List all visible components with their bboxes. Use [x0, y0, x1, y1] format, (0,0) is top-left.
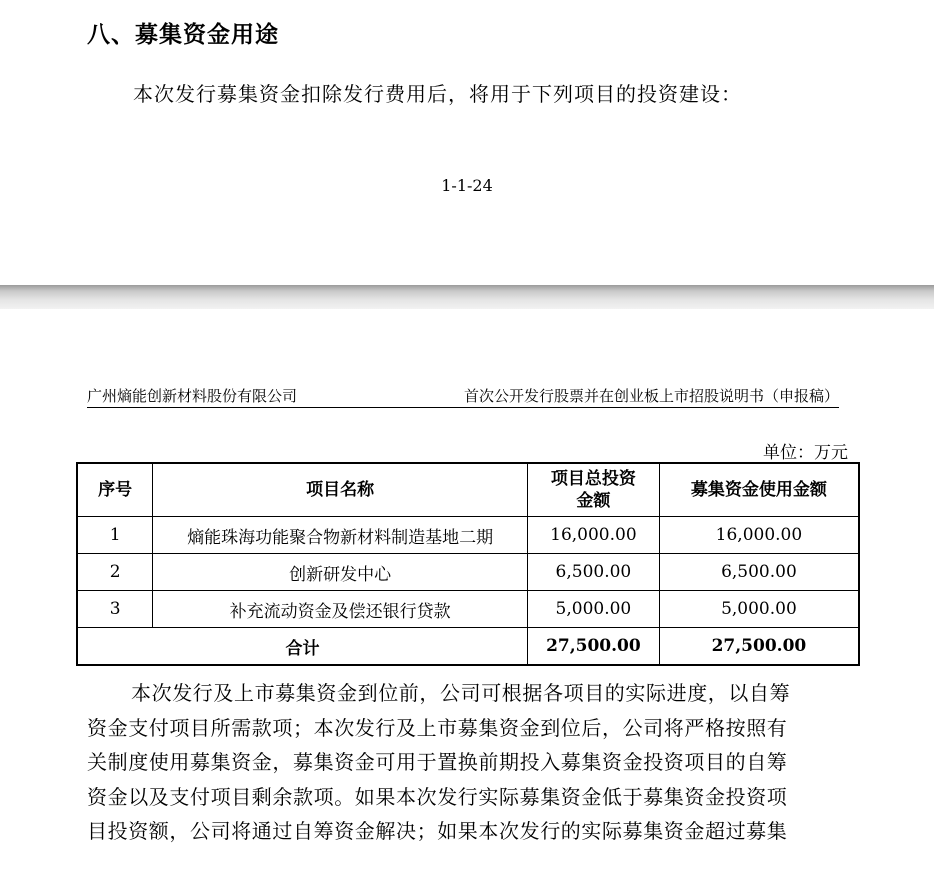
cell-total-investment: 16,000.00	[527, 517, 659, 554]
table-header-row	[77, 463, 859, 517]
header-project-name: 项目名称	[153, 463, 528, 517]
paragraph-line: 目投资额，公司将通过自筹资金解决；如果本次发行的实际募集资金超过募集	[87, 819, 788, 843]
cell-total-investment: 6,500.00	[527, 554, 659, 591]
cell-serial: 2	[77, 554, 153, 591]
header-total-investment: 项目总投资 金额	[527, 463, 659, 517]
header-document-title: 首次公开发行股票并在创业板上市招股说明书（申报稿）	[463, 387, 839, 405]
page-separator	[0, 285, 934, 309]
paragraph-line: 关制度使用募集资金，募集资金可用于置换前期投入募集资金投资项目的自筹	[87, 750, 788, 774]
cell-total-label: 合计	[77, 628, 527, 666]
cell-serial: 3	[77, 591, 153, 628]
body-paragraph	[87, 676, 857, 849]
table-row	[77, 517, 859, 554]
cell-project-name: 补充流动资金及偿还银行贷款	[153, 591, 528, 628]
cell-project-name: 熵能珠海功能聚合物新材料制造基地二期	[153, 517, 528, 554]
cell-total-investment: 5,000.00	[527, 591, 659, 628]
cell-fund-amount: 5,000.00	[659, 591, 859, 628]
cell-fund-amount: 6,500.00	[659, 554, 859, 591]
running-header	[87, 385, 839, 408]
paragraph-line: 资金支付项目所需款项；本次发行及上市募集资金到位后，公司将严格按照有	[87, 715, 788, 740]
cell-fund-amount: 16,000.00	[659, 517, 859, 554]
table-row	[77, 554, 859, 591]
cell-total-fund-sum: 27,500.00	[659, 628, 859, 666]
table-row	[77, 591, 859, 628]
section-title: 八、募集资金用途	[87, 22, 279, 48]
fund-use-table	[76, 462, 860, 666]
table-total-row	[77, 628, 859, 666]
cell-project-name: 创新研发中心	[153, 554, 528, 591]
header-fund-amount: 募集资金使用金额	[659, 463, 859, 517]
paragraph-line: 本次发行及上市募集资金到位前，公司可根据各项目的实际进度，以自筹	[131, 681, 791, 705]
unit-label: 单位：万元	[763, 443, 848, 463]
paragraph-line: 资金以及支付项目剩余款项。如果本次发行实际募集资金低于募集资金投资项	[87, 784, 788, 809]
header-company: 广州熵能创新材料股份有限公司	[87, 387, 298, 405]
previous-page	[0, 0, 934, 285]
cell-total-investment-sum: 27,500.00	[527, 628, 659, 666]
section-intro: 本次发行募集资金扣除发行费用后，将用于下列项目的投资建设：	[133, 82, 742, 106]
header-serial: 序号	[77, 463, 153, 517]
page-number: 1-1-24	[441, 176, 493, 195]
cell-serial: 1	[77, 517, 153, 554]
